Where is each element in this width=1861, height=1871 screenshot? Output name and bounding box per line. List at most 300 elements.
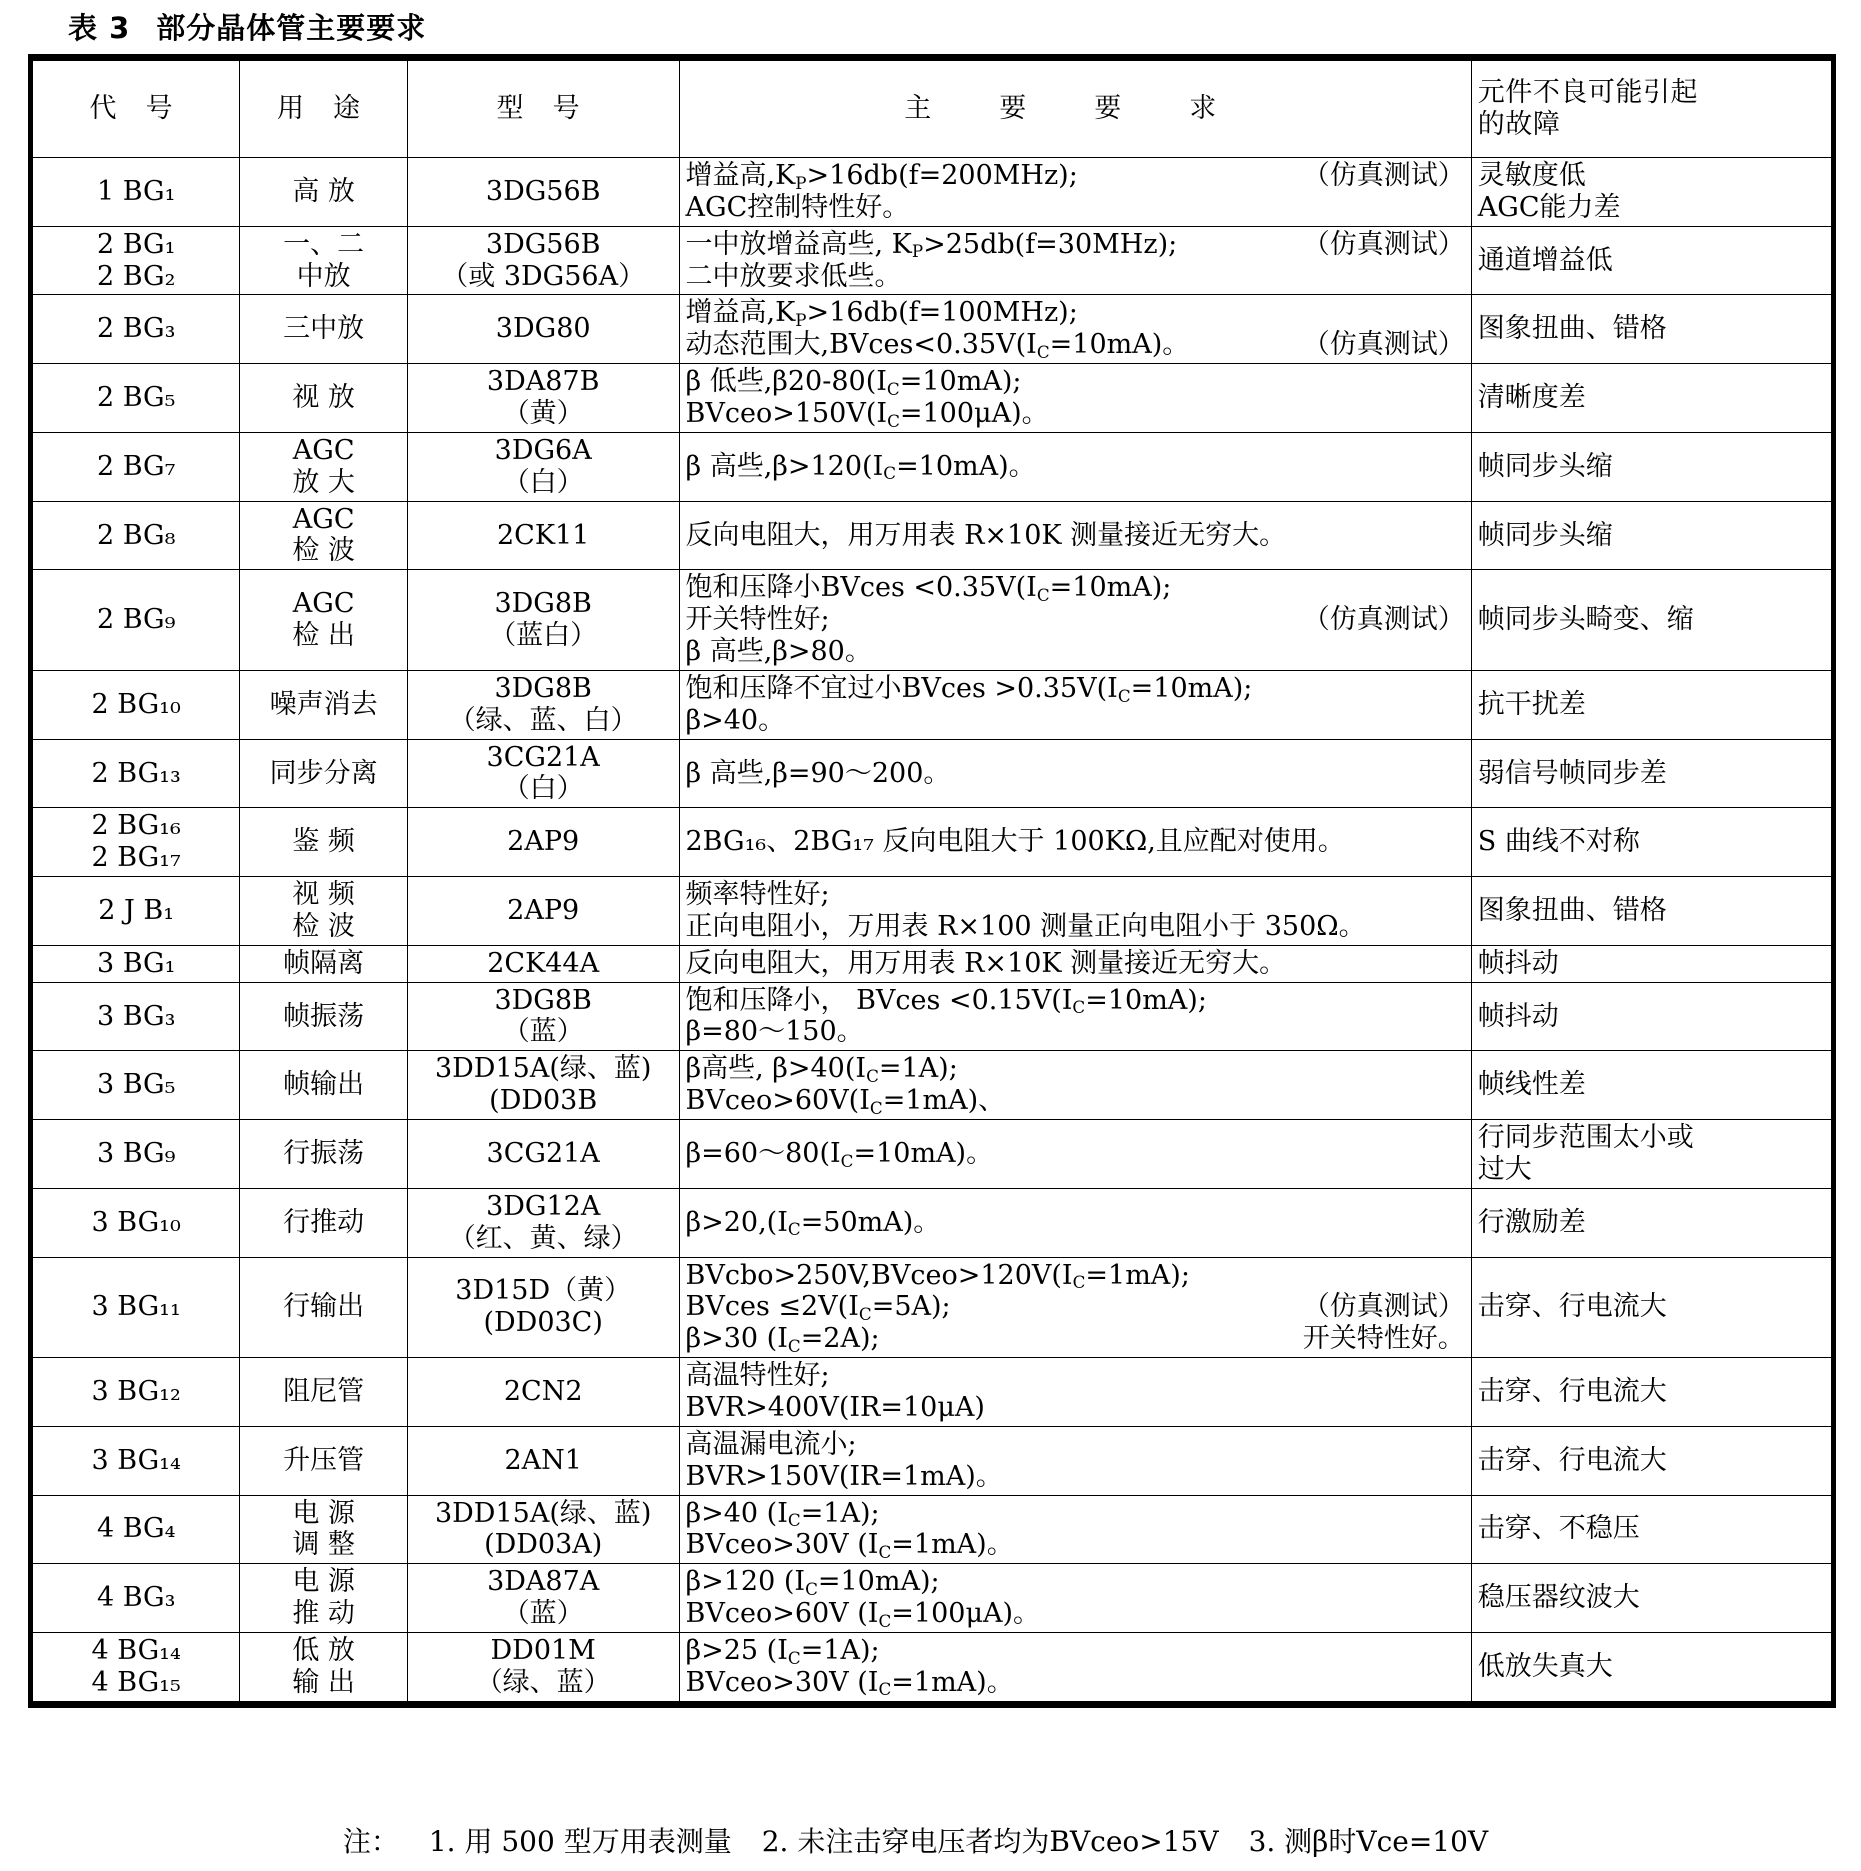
use-line: 一、二 — [283, 228, 365, 260]
requirement-text: $BVceo>60V(I_C=1mA)$、 — [685, 1085, 1006, 1118]
requirement-text: 开关特性好; — [685, 604, 830, 636]
fault-line: 稳压器纹波大 — [1477, 1582, 1640, 1614]
table-row — [31, 1051, 1834, 1120]
cell-model — [407, 945, 679, 982]
requirement-text: 2BG₁₆、2BG₁₇ 反向电阻大于 100KΩ,且应配对使用。 — [685, 826, 1345, 858]
cell-code — [31, 1426, 240, 1495]
requirement-line — [686, 1429, 1465, 1461]
requirement-text: AGC控制特性好。 — [685, 191, 910, 223]
cell-requirement — [679, 945, 1471, 982]
table-row — [31, 432, 1834, 501]
cell-model — [407, 1632, 679, 1704]
code-line: 2 BG₃ — [96, 313, 176, 345]
cell-use — [240, 1120, 408, 1189]
cell-model — [407, 982, 679, 1051]
requirement-line — [686, 229, 1465, 261]
cell-code — [31, 1257, 240, 1358]
model-line: （蓝） — [502, 1598, 584, 1630]
model-line: 2AP9 — [507, 826, 580, 858]
fault-line: 帧线性差 — [1477, 1069, 1586, 1101]
requirement-text: β 高些,β=90～200。 — [685, 757, 951, 789]
cell-use — [240, 945, 408, 982]
requirement-text: $BVceo>150V(I_C=100\mu A)$。 — [685, 398, 1049, 431]
requirement-line — [686, 520, 1465, 552]
code-line: 2 BG₁₆ — [91, 810, 181, 842]
model-line: （白） — [502, 466, 584, 498]
cell-code — [31, 1632, 240, 1704]
model-line: 3DD15A(绿、蓝) — [434, 1053, 652, 1085]
cell-code — [31, 982, 240, 1051]
model-line: 3DG6A — [494, 434, 592, 466]
use-line: 高 放 — [292, 175, 355, 207]
code-line: 4 BG₄ — [96, 1513, 176, 1545]
cell-use — [240, 295, 408, 364]
requirement-text: β高些, $\beta>40(I_C=1A)$; — [685, 1053, 958, 1087]
requirement-line — [686, 1053, 1465, 1085]
fault-line: 行激励差 — [1477, 1206, 1586, 1238]
header-model: 型 号 — [407, 58, 679, 158]
cell-model — [407, 1188, 679, 1257]
table-title: 部分晶体管主要要求 — [156, 11, 427, 45]
fault-line: 图象扭曲、错格 — [1477, 894, 1667, 926]
requirement-text: 反向电阻大，用万用表 R×10K 测量接近无穷大。 — [685, 947, 1287, 979]
model-line: （绿、蓝、白） — [448, 704, 638, 736]
model-line: 3DD15A(绿、蓝) — [434, 1497, 652, 1529]
cell-code — [31, 1495, 240, 1564]
footnote-label: 注： — [342, 1825, 399, 1858]
code-line: 3 BG₃ — [96, 1000, 176, 1032]
model-line: 2AN1 — [504, 1444, 582, 1476]
model-line: 2AP9 — [507, 894, 580, 926]
header-use: 用 途 — [240, 58, 408, 158]
cell-model — [407, 1564, 679, 1633]
requirement-text: $\beta=60\sim 80(I_C=10mA)$。 — [685, 1137, 994, 1171]
cell-fault — [1471, 670, 1833, 739]
fault-line: 击穿、不稳压 — [1477, 1513, 1640, 1545]
cell-use — [240, 1358, 408, 1427]
table-row — [31, 877, 1834, 946]
requirement-line — [686, 297, 1465, 329]
use-line: 行振荡 — [283, 1137, 365, 1169]
table-row — [31, 158, 1834, 227]
requirement-text: $BVcbo>250V,BVceo>120V(I_C=1mA)$; — [685, 1259, 1190, 1293]
cell-model — [407, 1495, 679, 1564]
use-line: 放 大 — [292, 466, 355, 498]
cell-use — [240, 1564, 408, 1633]
requirement-text: 饱和压降小， BVces $<0.15V(I_C=10mA)$; — [685, 984, 1207, 1018]
cell-requirement — [679, 1257, 1471, 1358]
requirement-line — [686, 1016, 1465, 1048]
cell-requirement — [679, 1564, 1471, 1633]
cell-use — [240, 670, 408, 739]
cell-use — [240, 501, 408, 570]
cell-requirement — [679, 1120, 1471, 1189]
requirement-line — [686, 1291, 1465, 1323]
requirement-line — [686, 1667, 1465, 1699]
fault-line: 行同步范围太小或 — [1477, 1122, 1694, 1154]
cell-use — [240, 982, 408, 1051]
cell-code — [31, 739, 240, 808]
cell-use — [240, 158, 408, 227]
requirement-line — [686, 604, 1465, 636]
requirement-line — [686, 261, 1465, 293]
model-line: （白） — [502, 773, 584, 805]
use-line: AGC — [292, 434, 355, 466]
cell-model — [407, 501, 679, 570]
requirement-line — [686, 1392, 1465, 1424]
model-line: 3DA87A — [487, 1566, 600, 1598]
model-line: （红、黄、绿） — [448, 1222, 638, 1254]
cell-code — [31, 570, 240, 671]
cell-use — [240, 877, 408, 946]
requirement-text: BVceo>60V $(I_C=100\mu A)$。 — [685, 1598, 1041, 1631]
code-line: 2 BG₇ — [96, 450, 176, 482]
cell-fault — [1471, 501, 1833, 570]
cell-requirement — [679, 739, 1471, 808]
fault-line: 击穿、行电流大 — [1477, 1376, 1667, 1407]
cell-code — [31, 1564, 240, 1633]
fault-line: 灵敏度低 — [1477, 160, 1586, 191]
requirement-line — [686, 1207, 1465, 1239]
fault-line: 清晰度差 — [1477, 382, 1586, 414]
cell-code — [31, 945, 240, 982]
model-line: 3DG8B — [494, 984, 592, 1016]
model-line: (DD03C) — [483, 1307, 603, 1339]
requirement-line — [686, 1598, 1465, 1630]
cell-requirement — [679, 1632, 1471, 1704]
cell-fault — [1471, 158, 1833, 227]
use-line: 检 波 — [292, 535, 355, 567]
cell-code — [31, 432, 240, 501]
cell-use — [240, 364, 408, 433]
simulation-test-note: （仿真测试） — [1302, 1291, 1465, 1323]
use-line: 视 频 — [292, 879, 355, 911]
requirement-line — [686, 879, 1465, 911]
requirement-line — [686, 1566, 1465, 1598]
requirement-text: β 高些$,\beta>120(I_C=10mA)$。 — [685, 450, 1036, 484]
cell-fault — [1471, 295, 1833, 364]
code-line: 2 BG₁₃ — [91, 757, 181, 789]
cell-model — [407, 570, 679, 671]
cell-model — [407, 295, 679, 364]
requirement-text: β>40。 — [685, 704, 786, 736]
code-line: 1 BG₁ — [96, 175, 176, 207]
cell-fault — [1471, 1426, 1833, 1495]
cell-use — [240, 739, 408, 808]
cell-code — [31, 226, 240, 295]
table-body — [31, 158, 1834, 1705]
fault-line: 低放失真大 — [1477, 1650, 1613, 1682]
requirement-text: 二中放要求低些。 — [685, 260, 902, 292]
requirement-line — [686, 1360, 1465, 1392]
table-row — [31, 1564, 1834, 1633]
requirement-line — [686, 705, 1465, 737]
cell-use — [240, 1257, 408, 1358]
table-number: 表 3 — [68, 11, 131, 45]
model-line: 2CN2 — [503, 1376, 583, 1407]
cell-fault — [1471, 1257, 1833, 1358]
requirement-text: 频率特性好; — [685, 879, 830, 911]
code-line: 3 BG₉ — [96, 1137, 176, 1169]
cell-code — [31, 1188, 240, 1257]
table-row — [31, 570, 1834, 671]
cell-requirement — [679, 1358, 1471, 1427]
code-line: 2 BG₁₇ — [91, 842, 181, 874]
simulation-test-note: （仿真测试） — [1302, 160, 1465, 191]
code-line: 3 BG₁₂ — [91, 1376, 181, 1407]
cell-requirement — [679, 808, 1471, 877]
model-line: （蓝白） — [489, 620, 598, 652]
cell-use — [240, 1051, 408, 1120]
requirement-line — [686, 758, 1465, 790]
model-line: 3DA87B — [486, 366, 600, 398]
code-line: 4 BG₁₅ — [91, 1666, 181, 1698]
requirement-text: 饱和压降小BVces $<0.35V(I_C=10mA)$; — [685, 572, 1172, 605]
requirement-line — [686, 826, 1465, 858]
cell-requirement — [679, 982, 1471, 1051]
table-row — [31, 1188, 1834, 1257]
requirement-line — [686, 948, 1465, 980]
footnote-item-1: 1. 用 500 型万用表测量 — [428, 1825, 732, 1858]
cell-requirement — [679, 295, 1471, 364]
use-line: 检 出 — [292, 620, 355, 652]
model-line: DD01M — [490, 1634, 596, 1666]
table-row — [31, 808, 1834, 877]
code-line: 2 BG₂ — [96, 260, 176, 292]
requirement-text: 增益高$,K_P>16db(f=200MHz)$; — [685, 160, 1078, 193]
requirement-line — [686, 329, 1465, 361]
cell-model — [407, 364, 679, 433]
footnote-item-3: 3. 测β时Vce=10V — [1248, 1825, 1489, 1858]
header-row — [31, 58, 1834, 158]
model-line: 2CK11 — [497, 519, 590, 551]
simulation-test-note: （仿真测试） — [1302, 228, 1465, 260]
use-line: 中放 — [296, 260, 351, 292]
table-row — [31, 670, 1834, 739]
cell-requirement — [679, 1051, 1471, 1120]
header-code: 代 号 — [31, 58, 240, 158]
use-line: 噪声消去 — [269, 688, 378, 720]
fault-line: 帧抖动 — [1477, 1000, 1559, 1032]
cell-model — [407, 1358, 679, 1427]
cell-code — [31, 1358, 240, 1427]
code-line: 2 BG₈ — [96, 519, 176, 551]
use-line: 帧振荡 — [283, 1000, 365, 1032]
model-line: 3DG80 — [495, 313, 591, 345]
use-line: 视 放 — [292, 382, 355, 414]
code-line: 3 BG₁ — [96, 947, 176, 979]
requirement-line — [686, 160, 1465, 192]
cell-model — [407, 432, 679, 501]
model-line: （绿、蓝） — [475, 1666, 611, 1698]
fault-line: 通道增益低 — [1477, 244, 1613, 276]
requirement-line — [686, 911, 1465, 943]
use-line: 检 波 — [292, 910, 355, 942]
cell-use — [240, 570, 408, 671]
cell-code — [31, 1051, 240, 1120]
model-line: （或 3DG56A） — [441, 260, 646, 292]
requirement-text: 增益高$,K_P>16db(f=100MHz)$; — [685, 297, 1078, 331]
fault-line: AGC能力差 — [1477, 191, 1621, 223]
use-line: 行推动 — [283, 1206, 365, 1238]
requirement-text: BVces $\le 2V(I_C=5A)$; — [685, 1291, 951, 1325]
requirement-line — [686, 985, 1465, 1017]
code-line: 2 BG₁₀ — [91, 688, 181, 720]
cell-code — [31, 877, 240, 946]
cell-requirement — [679, 364, 1471, 433]
table-row — [31, 1257, 1834, 1358]
requirement-text: 反向电阻大，用万用表 R×10K 测量接近无穷大。 — [685, 519, 1287, 551]
model-line: 3DG56B — [485, 228, 601, 260]
fault-line: 帧同步头缩 — [1477, 450, 1613, 482]
cell-fault — [1471, 1358, 1833, 1427]
use-line: 阻尼管 — [283, 1376, 365, 1407]
cell-fault — [1471, 226, 1833, 295]
requirement-text: β>40 $(I_C=1A)$; — [685, 1497, 880, 1531]
requirement-text: 正向电阻小，万用表 R×100 测量正向电阻小于 350Ω。 — [685, 910, 1366, 942]
cell-code — [31, 158, 240, 227]
fault-line: 图象扭曲、错格 — [1477, 313, 1667, 345]
cell-fault — [1471, 570, 1833, 671]
cell-use — [240, 226, 408, 295]
model-line: （蓝） — [502, 1016, 584, 1048]
fault-line: 帧抖动 — [1477, 947, 1559, 979]
requirement-text: BVceo>30V $(I_C=1mA)$。 — [685, 1666, 1014, 1700]
table-row — [31, 739, 1834, 808]
table-row — [31, 982, 1834, 1051]
use-line: 同步分离 — [269, 757, 378, 789]
cell-fault — [1471, 945, 1833, 982]
simulation-test-note: （仿真测试） — [1302, 329, 1465, 361]
cell-fault — [1471, 877, 1833, 946]
table-row — [31, 295, 1834, 364]
cell-use — [240, 1632, 408, 1704]
cell-code — [31, 501, 240, 570]
simulation-test-note: （仿真测试） — [1302, 604, 1465, 636]
requirement-text: β=80～150。 — [685, 1016, 864, 1048]
fault-line: 击穿、行电流大 — [1477, 1291, 1667, 1323]
table-row — [31, 226, 1834, 295]
cell-fault — [1471, 1051, 1833, 1120]
code-line: 2 BG₁ — [96, 228, 176, 260]
use-line: 低 放 — [292, 1634, 355, 1666]
requirement-extra-note: 开关特性好。 — [1302, 1323, 1465, 1355]
cell-use — [240, 808, 408, 877]
cell-fault — [1471, 1632, 1833, 1704]
cell-model — [407, 739, 679, 808]
requirement-text: 一中放增益高些, $K_P>25db(f=30MHz)$; — [685, 228, 1178, 262]
cell-requirement — [679, 1188, 1471, 1257]
cell-requirement — [679, 501, 1471, 570]
fault-line: 帧同步头缩 — [1477, 519, 1613, 551]
cell-requirement — [679, 432, 1471, 501]
requirement-text: BVceo>30V $(I_C=1mA)$。 — [685, 1529, 1014, 1563]
cell-code — [31, 808, 240, 877]
model-line: 3DG12A — [486, 1190, 601, 1222]
code-line: 3 BG₁₀ — [91, 1206, 181, 1238]
requirement-text: 动态范围大$,BVces<0.35V(I_C=10mA)$。 — [685, 329, 1190, 362]
requirement-line — [686, 366, 1465, 398]
use-line: 三中放 — [283, 313, 365, 345]
cell-fault — [1471, 739, 1833, 808]
use-line: 行输出 — [283, 1291, 365, 1323]
use-line: AGC — [292, 503, 355, 535]
cell-fault — [1471, 1188, 1833, 1257]
model-line: 3D15D（黄） — [455, 1275, 632, 1307]
cell-model — [407, 1257, 679, 1358]
requirement-text: 饱和压降不宜过小BVces $>0.35V(I_C=10mA)$; — [685, 672, 1253, 706]
requirement-line — [686, 1085, 1465, 1117]
cell-fault — [1471, 982, 1833, 1051]
requirement-line — [686, 398, 1465, 430]
table-row — [31, 1120, 1834, 1189]
cell-code — [31, 670, 240, 739]
model-line: (DD03A) — [484, 1529, 603, 1561]
table-row — [31, 1495, 1834, 1564]
cell-fault — [1471, 1564, 1833, 1633]
requirement-line — [686, 1138, 1465, 1170]
cell-requirement — [679, 877, 1471, 946]
use-line: 鉴 频 — [292, 826, 355, 858]
model-line: 3DG8B — [494, 588, 592, 620]
cell-model — [407, 226, 679, 295]
code-line: 3 BG₁₁ — [91, 1291, 181, 1323]
model-line: 2CK44A — [487, 947, 600, 979]
requirement-line — [686, 451, 1465, 483]
cell-model — [407, 1426, 679, 1495]
requirement-line — [686, 192, 1465, 224]
cell-use — [240, 432, 408, 501]
cell-use — [240, 1426, 408, 1495]
cell-model — [407, 877, 679, 946]
use-line: 升压管 — [283, 1444, 365, 1476]
fault-line: 帧同步头畸变、缩 — [1477, 604, 1694, 636]
fault-line: S 曲线不对称 — [1477, 826, 1640, 858]
cell-requirement — [679, 226, 1471, 295]
transistor-requirements-table — [28, 54, 1836, 1708]
cell-model — [407, 1120, 679, 1189]
fault-line: 弱信号帧同步差 — [1477, 757, 1667, 789]
fault-line: 击穿、行电流大 — [1477, 1444, 1667, 1476]
requirement-line — [686, 1323, 1465, 1355]
requirement-line — [686, 1529, 1465, 1561]
cell-requirement — [679, 1495, 1471, 1564]
requirement-text: BVR>150V(IR=1mA)。 — [685, 1460, 1003, 1492]
model-line: 3CG21A — [486, 741, 600, 773]
code-line: 3 BG₅ — [96, 1069, 176, 1101]
requirement-text: β 高些,β>80。 — [685, 636, 872, 668]
use-line: 推 动 — [292, 1598, 355, 1630]
model-line: 3DG56B — [485, 175, 601, 207]
requirement-line — [686, 1260, 1465, 1292]
table-row — [31, 1632, 1834, 1704]
requirement-text: β>25 $(I_C=1A)$; — [685, 1634, 880, 1668]
requirement-text: $\beta>20,(I_C=50mA)$。 — [685, 1206, 941, 1240]
cell-fault — [1471, 364, 1833, 433]
table-row — [31, 501, 1834, 570]
model-line: 3DG8B — [494, 672, 592, 704]
cell-fault — [1471, 1495, 1833, 1564]
table-row — [31, 1426, 1834, 1495]
requirement-line — [686, 673, 1465, 705]
code-line: 2 J B₁ — [98, 894, 175, 926]
requirement-text: β>120 $(I_C=10mA)$; — [685, 1566, 940, 1599]
cell-fault — [1471, 432, 1833, 501]
requirement-text: 高温特性好; — [685, 1360, 830, 1392]
cell-model — [407, 1051, 679, 1120]
code-line: 3 BG₁₄ — [91, 1444, 181, 1476]
header-fault — [1471, 58, 1833, 158]
